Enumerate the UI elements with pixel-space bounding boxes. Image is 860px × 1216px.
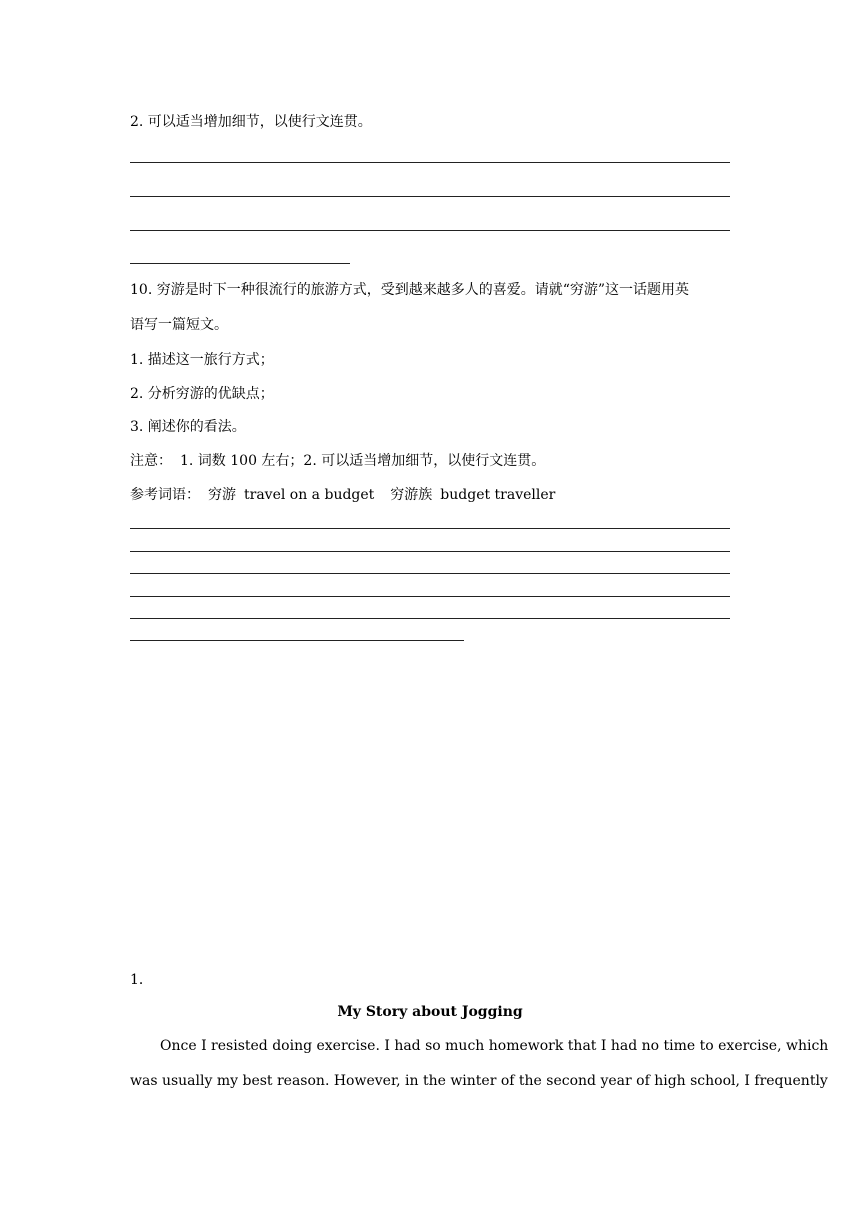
note-label: 注意：	[130, 453, 172, 469]
reference-words-line	[130, 485, 555, 505]
question-10-prompt-line-1: 10. 穷游是时下一种很流行的旅游方式，受到越来越多人的喜爱。请就“穷游”这一话题用英	[130, 282, 690, 298]
answer-line	[130, 528, 730, 529]
essay-title: My Story about Jogging	[337, 1004, 523, 1020]
question-10-prompt-line-2: 语写一篇短文。	[130, 317, 228, 333]
essay-paragraph-line-2: was usually my best reason. However, in the winter of the second year of high school, I frequently	[130, 1073, 828, 1089]
reference-label: 参考词语：	[130, 487, 200, 503]
answer-line	[130, 618, 730, 619]
answer-line	[130, 640, 464, 641]
reference-word-1-cn: 穷游	[208, 487, 236, 503]
answer-number: 1．	[130, 972, 153, 988]
answer-line	[130, 596, 730, 597]
reference-word-1-en: travel on a budget	[244, 487, 375, 503]
answer-line	[130, 196, 730, 197]
reference-word-2-en: budget traveller	[440, 487, 556, 503]
writing-note-2: 2. 可以适当增加细节，以使行文连贯。	[130, 114, 372, 130]
reference-word-2-cn: 穷游族	[390, 487, 433, 503]
requirement-item-1: 1. 描述这一旅行方式；	[130, 352, 274, 368]
requirement-item-3: 3. 阐述你的看法。	[130, 419, 246, 435]
note-line	[130, 451, 545, 471]
answer-line	[130, 230, 730, 231]
answer-line	[130, 551, 730, 552]
essay-paragraph-line-1: Once I resisted doing exercise. I had so much homework that I had no time to exercise, which	[160, 1038, 829, 1054]
answer-line	[130, 263, 350, 264]
note-text: 1. 词数 100 左右；2. 可以适当增加细节，以使行文连贯。	[180, 453, 546, 469]
answer-line	[130, 162, 730, 163]
requirement-item-2: 2. 分析穷游的优缺点；	[130, 386, 274, 402]
answer-line	[130, 573, 730, 574]
